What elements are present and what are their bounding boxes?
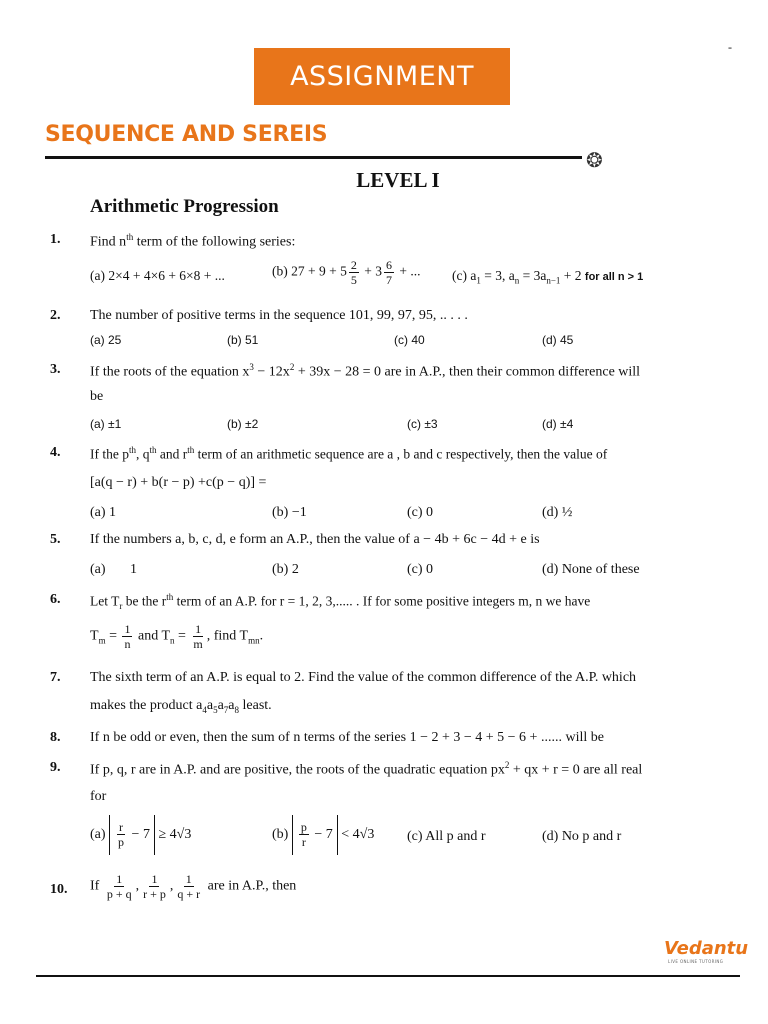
question-number: 1. [50, 232, 61, 247]
question-text: If n be odd or even, then the sum of n terms of the series 1 − 2 + 3 − 4 + 5 − 6 + ...... will be [90, 730, 604, 745]
question-number: 5. [50, 532, 61, 547]
title-rule [45, 156, 582, 159]
question-text-line2: $T_m$ = $\frac{1}{n}$ and $T_n$ = $\frac{1}{m}$ , find $T_{mn}$. [90, 622, 264, 651]
option-b: (b) −1 [272, 505, 307, 520]
assignment-banner: ASSIGNMENT [254, 48, 510, 105]
option-d: (d) No p and r [542, 829, 622, 844]
question-text: If $\frac{1}{p + q}$ , $\frac{1}{r + p}$ , $\frac{1}{q + r}$ are in A.P., then [90, 872, 297, 901]
chapter-title: SEQUENCE AND SEREIS [45, 122, 328, 147]
question-text: If p, q, r are in A.P. and are positive, the roots of the quadratic equation $px^2$ + qx + r = 0 are all real [90, 760, 643, 778]
option-a: (a) 25 [90, 333, 122, 347]
question-number: 9. [50, 760, 61, 775]
question-text: If the $p^{th}$, $q^{th}$ and $r^{th}$ term of an arithmetic sequence are a , b and c respectively, then the value of [90, 445, 608, 462]
logo-tagline: LIVE ONLINE TUTORING [668, 959, 724, 964]
ornament-icon: ❂ [586, 150, 603, 172]
level-heading: LEVEL I [356, 168, 440, 192]
option-c: (c) ±3 [407, 417, 438, 431]
option-c: (c) 0 [407, 505, 434, 520]
option-a: (a) $\frac{r}{p}$ − 7 ≥ 4√3 [90, 815, 191, 855]
option-b: (b) 51 [227, 333, 259, 347]
vedantu-logo: Vedantu [664, 938, 749, 959]
question-text: If the roots of the equation $x^3 - 12x^2 + 39x - 28 = 0$ are in A.P., then their common difference will [90, 362, 641, 380]
question-text-line2: makes the product $a_4a_5a_7a_8$ least. [90, 698, 272, 715]
section-heading: Arithmetic Progression [90, 196, 279, 217]
corner-mark: - [728, 40, 732, 54]
question-number: 4. [50, 445, 61, 460]
question-text-line2: be [90, 389, 104, 404]
option-c: (c) All p and r [407, 829, 486, 844]
question-number: 7. [50, 670, 61, 685]
option-d: (d) 45 [542, 333, 574, 347]
option-d: (d) None of these [542, 562, 640, 577]
question-text-line2: for [90, 789, 107, 804]
option-b: (b) ±2 [227, 417, 259, 431]
option-b: (b) $\frac{p}{r}$ − 7 < 4√3 [272, 815, 374, 855]
question-number: 2. [50, 308, 61, 323]
question-text: Find $n^{th}$ term of the following series: [90, 232, 296, 250]
option-a: (a) 1 [90, 505, 117, 520]
question-number: 6. [50, 592, 61, 607]
option-c: (c) 0 [407, 562, 434, 577]
question-number: 8. [50, 730, 61, 745]
question-number: 3. [50, 362, 61, 377]
option-a: (a) ±1 [90, 417, 122, 431]
question-text: Let $T_r$ be the $r^{th}$ term of an A.P. for r = 1, 2, 3,..... . If for some positive integers m, n we have [90, 592, 591, 612]
option-b: (b) 2 [272, 562, 299, 577]
question-number: 10. [50, 882, 68, 897]
option-c: (c) $a_1 = 3$, $a_n = 3a_{n-1} + 2$ for all n > 1 [452, 268, 644, 286]
question-text: If the numbers a, b, c, d, e form an A.P., then the value of a − 4b + 6c − 4d + e is [90, 532, 540, 547]
option-c: (c) 40 [394, 333, 425, 347]
option-a: (a) 2×4 + 4×6 + 6×8 + ... [90, 268, 225, 283]
question-text-line2: [a(q − r) + b(r − p) +c(p − q)] = [90, 475, 267, 490]
question-text: The number of positive terms in the sequence 101, 99, 97, 95, .. . . . [90, 308, 468, 323]
footer-rule [36, 975, 740, 977]
option-b: (b) 27 + 9 + 5 $\frac{2}{5}$ + 3 $\frac{6}{7}$ + ... [272, 258, 421, 287]
option-d: (d) ½ [542, 505, 573, 520]
option-d: (d) ±4 [542, 417, 574, 431]
option-a: (a) 1 [90, 562, 138, 577]
question-text: The sixth term of an A.P. is equal to 2. Find the value of the common difference of the A.P. which [90, 670, 637, 685]
